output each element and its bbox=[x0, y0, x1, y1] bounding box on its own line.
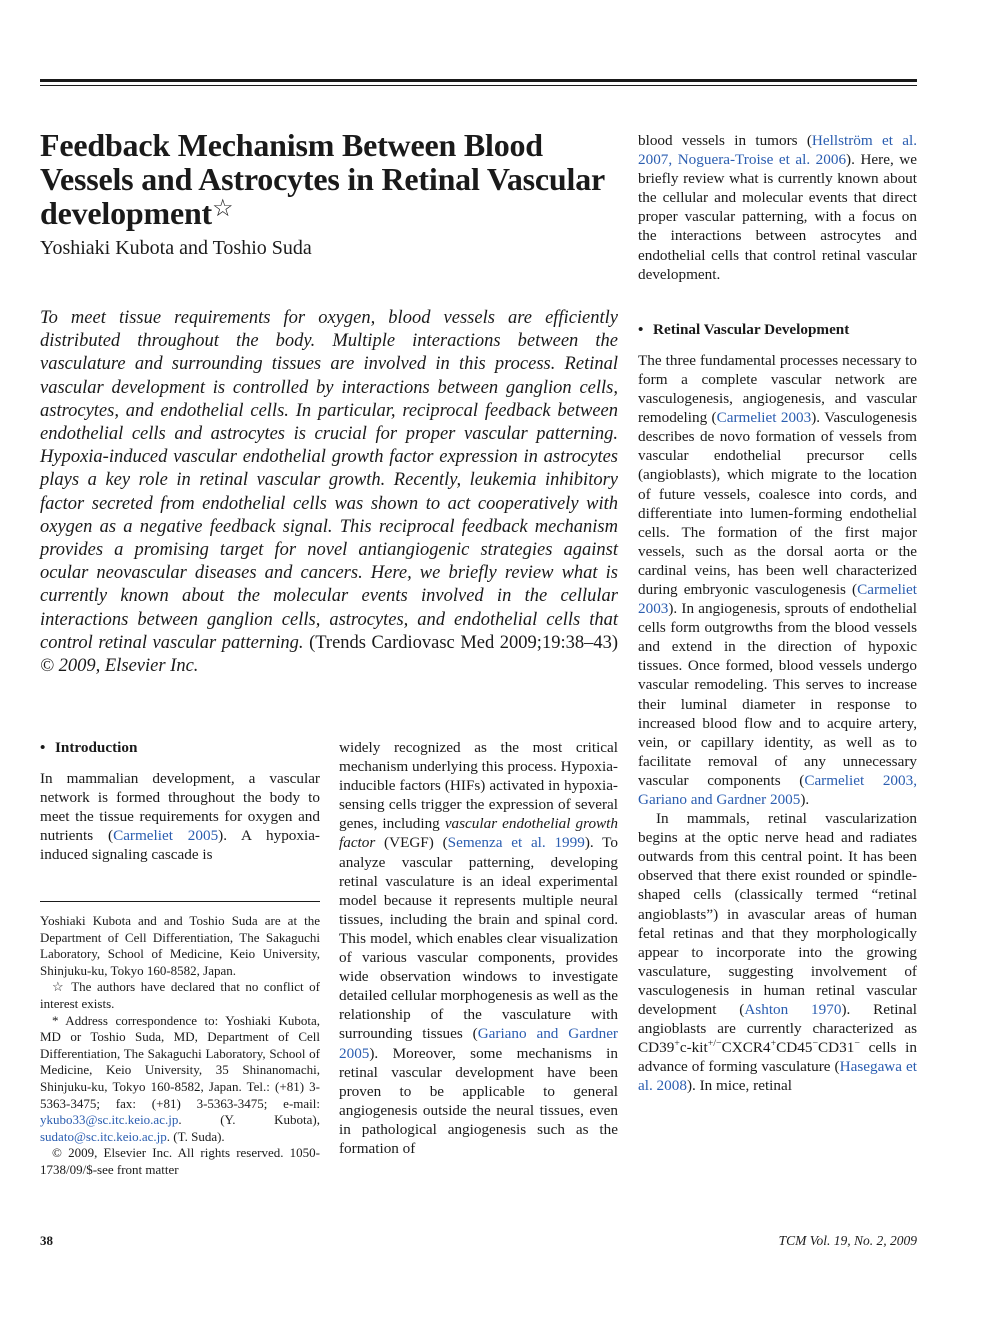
header-rule-thin bbox=[40, 85, 917, 86]
footnote-star-icon: ☆ bbox=[52, 979, 66, 995]
footnotes bbox=[40, 913, 320, 1179]
retinal-paragraph-2: In mammals, retinal vascularization begins at the optic nerve head and radiates outwards from this central point. It has been observed that there exist rounded or spindle-shaped cells (classically termed “retinal angioblasts”) in avascular areas of human fetal retinas and that they morphologically appear to incorporate into the growing vasculature, suggesting involvement of vasculogenesis in human retinal vascular development (Ashton 1970). Retinal angioblasts are currently characterized as CD39+c-kit+/−CXCR4+CD45−CD31− cells in advance of forming vasculature (Hasegawa et al. 2008). In mice, retinal bbox=[638, 810, 917, 1095]
abstract-copyright: © 2009, Elsevier Inc. bbox=[40, 656, 199, 677]
footnote-copyright: © 2009, Elsevier Inc. All rights reserved. 1050-1738/09/$-see front matter bbox=[40, 1145, 320, 1177]
intro-paragraph: In mammalian development, a vascular network is formed throughout the body to meet the tissue requirements for oxygen and nutrients (Carmeliet 2005). A hypoxia-induced signaling cascade is bbox=[40, 770, 320, 864]
header-rule-thick bbox=[40, 79, 917, 82]
abstract-citation: (Trends Cardiovasc Med 2009;19:38–43) bbox=[309, 632, 618, 653]
citation-link[interactable]: Hasegawa et al. 2008 bbox=[638, 1058, 917, 1095]
footnote-divider bbox=[40, 901, 320, 902]
column-2 bbox=[339, 738, 618, 1158]
footnote-address: * Address correspondence to: Yoshiaki Kubota, MD or Toshio Suda, MD, Department of Cell Differentiation, The Sakaguchi Laboratory, School of Medicine, Keio University, 35 Shinanomachi, Shinjuku-ku, Tokyo 160-8582, Japan. Tel.: (+81) 3-5363-3475; fax: (+81) 3-5363-3475; e-mail: ykubo33@sc.itc.keio.ac.jp. (Y. Kubota), sudato@sc.itc.keio.ac.jp. (T. Suda). bbox=[40, 1012, 320, 1144]
journal-reference: TCM Vol. 19, No. 2, 2009 bbox=[778, 1233, 917, 1248]
citation-link[interactable]: Hellström et al. 2007, Noguera-Troise et al. 2006 bbox=[638, 132, 917, 169]
bullet-icon: • bbox=[40, 739, 46, 756]
section-heading-introduction: • Introduction bbox=[40, 739, 138, 756]
abstract bbox=[40, 307, 618, 678]
email-link-suda[interactable]: sudato@sc.itc.keio.ac.jp bbox=[40, 1128, 167, 1144]
citation-link[interactable]: Carmeliet 2005 bbox=[113, 827, 219, 845]
column-1 bbox=[40, 738, 320, 865]
footnote-affiliation: Yoshiaki Kubota and and Toshio Suda are at the Department of Cell Differentiation, The Sakaguchi Laboratory, School of Medicine, Keio University, Shinjuku-ku, Tokyo 160-8582, Japan. bbox=[40, 913, 320, 978]
article-title bbox=[40, 128, 620, 230]
email-link-kubota[interactable]: ykubo33@sc.itc.keio.ac.jp bbox=[40, 1112, 179, 1128]
abstract-text: To meet tissue requirements for oxygen, blood vessels are efficiently distributed throughout the body. Multiple interactions between the vasculature and surrounding tissues are involved in this process. Retinal vascular development is controlled by interactions between ganglion cells, astrocytes, and endothelial cells. In particular, reciprocal feedback between endothelial cells and astrocytes is crucial for proper vascular patterning. Hypoxia-induced vascular endothelial growth factor expression in astrocytes plays a key role in retinal vascular growth. Recently, leukemia inhibitory factor secreted from endothelial cells was shown to act cooperatively with oxygen as a negative feedback signal. This reciprocal feedback mechanism provides a promising target for novel antiangiogenic strategies against ocular neovascular diseases and cancers. Here, we briefly review what is currently known about the molecular events involved in the cellular interactions between ganglion cells, astrocytes, and endothelial cells that control retinal vascular patterning. bbox=[40, 308, 618, 653]
citation-link[interactable]: Carmeliet 2003, Gariano and Gardner 2005 bbox=[638, 771, 917, 808]
citation-link[interactable]: Semenza et al. 1999 bbox=[447, 834, 585, 852]
intro-paragraph-continued: widely recognized as the most critical mechanism underlying this process. Hypoxia-inducible factors (HIFs) activated in hypoxia-sensing cells trigger the expression of several genes, including vascular endothelial growth factor (VEGF) (Semenza et al. 1999). To analyze vascular patterning, developing retinal vasculature is an ideal experimental model because it represents multiple neural tissues, including the brain and spinal cord. This model, which enables clear visualization of various vascular components, provides wide observation windows to investigate detailed cellular morphogenesis as well as the relationship of the vasculature with surrounding tissues (Gariano and Gardner 2005). Moreover, some mechanisms in retinal vascular development have been proven to be applicable to general angiogenesis outside the neural tissues, even in pathological angiogenesis such as the formation of bbox=[339, 739, 618, 1157]
citation-link[interactable]: Carmeliet 2003 bbox=[716, 409, 812, 427]
intro-paragraph-end: blood vessels in tumors (Hellström et al. 2007, Noguera-Troise et al. 2006). Here, we briefly review what is currently known about the cellular and molecular events that direct proper vascular patterning, with a focus on the interactions between astrocytes and endothelial cells that control retinal vascular development. bbox=[638, 132, 917, 283]
title-footnote-star-icon[interactable]: ☆ bbox=[212, 196, 234, 222]
article-title-text: Feedback Mechanism Between Blood Vessels and Astrocytes in Retinal Vascular development bbox=[40, 127, 605, 231]
bullet-icon: • bbox=[638, 320, 644, 338]
vegf-italic: vascular endothelial growth factor bbox=[339, 815, 618, 852]
page-number: 38 bbox=[40, 1233, 53, 1248]
retinal-paragraph-1: The three fundamental processes necessary to form a complete vascular network are vasculogenesis, angiogenesis, and vascular remodeling (Carmeliet 2003). Vasculogenesis describes de novo formation of vessels from vascular endothelial precursor cells (angioblasts), which migrate to the location of future vessels, coalesce into cords, and differentiate into lumen-forming endothelial cells. The formation of the first major vessels, such as the dorsal aorta or the cardinal veins, has been well characterized during embryonic vasculogenesis (Carmeliet 2003). In angiogenesis, sprouts of endothelial cells form outgrowths from the blood vessels and extend in the direction of hypoxic tissues. Once formed, blood vessels undergo vascular remodeling. This serves to increase their luminal diameter in response to increased blood flow and to acquire artery, vein, or capillary identity, as well as to facilitate removal of any unnecessary vascular components (Carmeliet 2003, Gariano and Gardner 2005). bbox=[638, 351, 917, 808]
citation-link[interactable]: Ashton 1970 bbox=[744, 1001, 842, 1019]
section-heading-retinal: • Retinal Vascular Development bbox=[638, 320, 850, 338]
column-3 bbox=[638, 131, 917, 1096]
citation-link[interactable]: Gariano and Gardner 2005 bbox=[339, 1025, 618, 1062]
authors: Yoshiaki Kubota and Toshio Suda bbox=[40, 237, 312, 259]
citation-link[interactable]: Carmeliet 2003 bbox=[638, 580, 917, 618]
footnote-conflict: ☆ The authors have declared that no conflict of interest exists. bbox=[40, 979, 320, 1011]
